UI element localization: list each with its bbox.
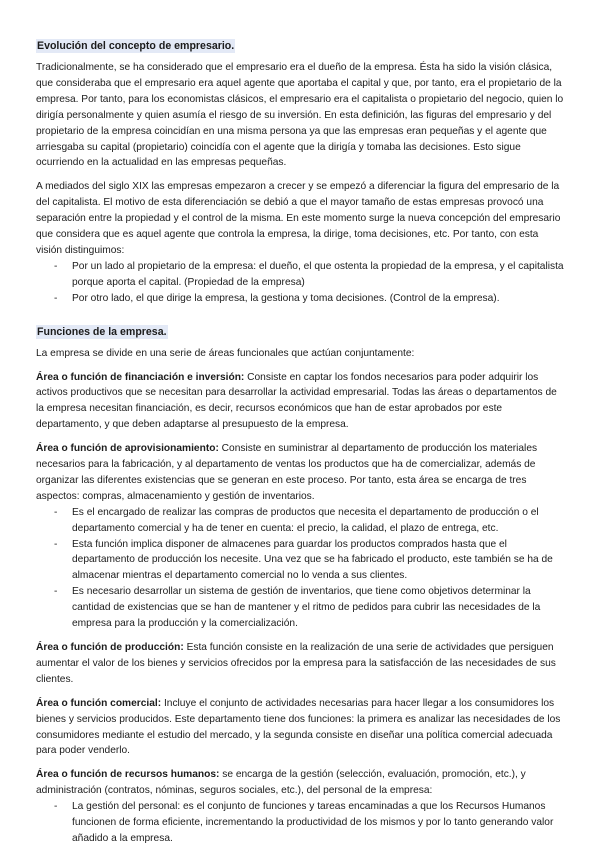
area-title: Área o función de aprovisionamiento:: [36, 443, 219, 455]
dash-marker: -: [54, 292, 58, 304]
area-title: Área o función de recursos humanos:: [36, 769, 220, 781]
dash-marker: -: [54, 538, 58, 550]
list-item: - Es el encargado de realizar las compras de productos que necesita el departamento de producción o el departamento comercial y ha de tener en cuenta: el precio, la calidad, el plazo de entrega, etc.: [54, 506, 539, 534]
dash-marker: -: [54, 506, 58, 518]
area-produccion: Área o función de producción: Esta función consiste en la realización de una serie de actividades que persiguen aumentar el valor de los bienes y servicios ofrecidos por la empresa para la satisfacción de las necesidades de sus clientes.: [36, 642, 556, 685]
area-comercial: Área o función comercial: Incluye el conjunto de actividades necesarias para hacer llegar a los consumidores los bienes y servicios producidos. Este departamento tiene dos funciones: la primera es analizar las necesidades de los consumidores mediante el estudio del mercado, y la segunda consiste en diseñar una política comercial adecuada para poder venderlo.: [36, 697, 561, 757]
section-heading-evolucion: Evolución del concepto de empresario.: [37, 40, 235, 52]
paragraph: Tradicionalmente, se ha considerado que el empresario era el dueño de la empresa. Ésta ha sido la visión clásica, que consideraba que el empresario era aquel agente que aportaba el capital y que, por tanto, era el propietario de la empresa. Por tanto, para los economistas clásicos, el empresario era el capitalista o propietario del negocio, quien lo dirigía personalmente y quien asumía el riesgo de su inversión. En esta definición, las figuras del empresario y del propietario de la empresa coincidían en una misma persona ya que las empresas eran pequeñas y el agente que arriesgaba su capital (propietario) coincidía con el agente que la dirigía y tomaba las decisiones. Esto sigue ocurriendo en la actualidad en las empresas pequeñas.: [36, 62, 564, 169]
area-aprovisionamiento: Área o función de aprovisionamiento: Consiste en suministrar al departamento de producción los materiales necesarios para la fabricación, y al departamento de ventas los productos que ha de comercializar, además de organizar las diferentes existencias que se generan en este proceso. Por tanto, esta área se encarga de tres aspectos: compras, almacenamiento y gestión de inventarios.: [36, 443, 538, 502]
dash-marker: -: [54, 586, 58, 598]
paragraph: A mediados del siglo XIX las empresas empezaron a crecer y se empezó a diferenciar la figura del empresario de la del capitalista. El motivo de esta diferenciación se debió a que el mayor tamaño de estas empresas provocó una separación entre la propiedad y el control de la misma. En este momento surge la nueva concepción del empresario que considera que es aquel agente que controla la empresa, la dirige, toma decisiones, etc. Por tanto, con esta visión distinguimos:: [36, 181, 561, 256]
dash-marker: -: [54, 801, 58, 813]
bullet-list: [36, 259, 566, 307]
area-recursos-humanos: Área o función de recursos humanos: se encarga de la gestión (selección, evaluación, promoción, etc.), y administración (contratos, nóminas, seguros sociales, etc.), del personal de la empresa:: [36, 769, 526, 797]
paragraph: La empresa se divide en una serie de áreas funcionales que actúan conjuntamente:: [36, 347, 415, 359]
area-title: Área o función de producción:: [36, 642, 184, 653]
list-item: - Por otro lado, el que dirige la empresa, la gestiona y toma decisiones. (Control de la empresa).: [36, 291, 566, 307]
bullet-list: [36, 505, 566, 632]
section-heading-funciones: Funciones de la empresa.: [37, 325, 167, 338]
list-item: - Por un lado al propietario de la empresa: el dueño, el que ostenta la propiedad de la empresa, y el capitalista porque aporta el capital. (Propiedad de la empresa): [54, 260, 564, 288]
area-title: Área o función comercial:: [36, 697, 162, 709]
area-financiacion: Área o función de financiación e inversión: Consiste en captar los fondos necesarios para poder adquirir los activos productivos que se necesitan para desarrollar la actividad empresarial. Todas las áreas o departamentos de la empresa necesitan financiación, es decir, recursos económicos que han de estar aprobados por este departamento, y que deben adaptarse al presupuesto de la empresa.: [36, 371, 557, 431]
area-title: Área o función de financiación e inversión:: [36, 371, 245, 383]
dash-marker: -: [54, 260, 58, 272]
list-item: - Es necesario desarrollar un sistema de gestión de inventarios, que tiene como objetivos determinar la cantidad de existencias que se han de mantener y el ritmo de pedidos para cubrir las necesidades de la empresa para la producción y la comercialización.: [54, 586, 541, 630]
list-item: - La gestión del personal: es el conjunto de funciones y tareas encaminadas a que los Recursos Humanos funcionen de forma eficiente, incrementando la productividad de los mismos y por lo tanto generando valor añadido a la empresa.: [54, 801, 554, 844]
bullet-list: [36, 799, 566, 847]
list-item: - Esta función implica disponer de almacenes para guardar los productos comprados hasta que el departamento de producción los necesite. Una vez que se ha fabricado el producto, este también se ha de almacenar mientras el departamento comercial no lo venda a sus clientes.: [54, 538, 553, 582]
